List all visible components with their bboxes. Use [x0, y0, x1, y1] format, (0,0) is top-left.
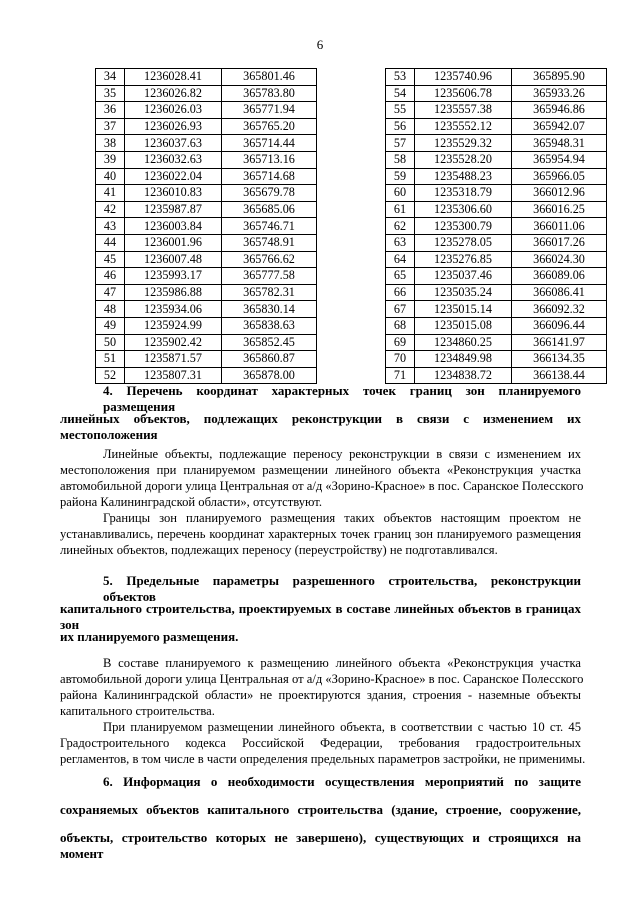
y-coordinate-cell: 365713.16 [222, 151, 317, 168]
table-row [96, 151, 317, 168]
table-row [386, 251, 607, 268]
text-line: капитального строительства. [60, 704, 215, 718]
y-coordinate-cell: 365679.78 [222, 185, 317, 202]
table-row [96, 201, 317, 218]
y-coordinate-cell: 365852.45 [222, 334, 317, 351]
x-coordinate-cell: 1235934.06 [125, 301, 222, 318]
y-coordinate-cell: 365946.86 [512, 102, 607, 119]
text-line: района Калининградской области», отсутствуют. [60, 495, 323, 509]
x-coordinate-cell: 1235871.57 [125, 351, 222, 368]
x-coordinate-cell: 1236026.93 [125, 118, 222, 135]
y-coordinate-cell: 365860.87 [222, 351, 317, 368]
x-coordinate-cell: 1235902.42 [125, 334, 222, 351]
text-line: автомобильной дороги улица Центральная от а/д «Зорино-Красное» в пос. Саранское Полесского [60, 672, 584, 686]
point-number-cell: 45 [96, 251, 125, 268]
x-coordinate-cell: 1235278.05 [415, 234, 512, 251]
point-number-cell: 65 [386, 268, 415, 285]
heading-line: капитального строительства, проектируемых в составе линейных объектов в границах зон [60, 601, 581, 632]
y-coordinate-cell: 365685.06 [222, 201, 317, 218]
heading-line: объекты, строительство которых не завершено), существующих и строящихся на момент [60, 830, 581, 861]
x-coordinate-cell: 1235606.78 [415, 85, 512, 102]
y-coordinate-cell: 366092.32 [512, 301, 607, 318]
text-line: регламентов, в том числе в части определения предельных параметров застройки, не применимы. [60, 752, 586, 766]
table-row [96, 118, 317, 135]
point-number-cell: 34 [96, 69, 125, 86]
table-row [96, 234, 317, 251]
heading-line: 6. Информация о необходимости осуществления мероприятий по защите [103, 774, 581, 789]
point-number-cell: 37 [96, 118, 125, 135]
heading-line: сохраняемых объектов капитального строительства (здание, строение, сооружение, [60, 802, 581, 817]
x-coordinate-cell: 1236010.83 [125, 185, 222, 202]
y-coordinate-cell: 365942.07 [512, 118, 607, 135]
table-row [96, 284, 317, 301]
table-row [386, 234, 607, 251]
y-coordinate-cell: 366141.97 [512, 334, 607, 351]
point-number-cell: 69 [386, 334, 415, 351]
y-coordinate-cell: 366089.06 [512, 268, 607, 285]
x-coordinate-cell: 1236037.63 [125, 135, 222, 152]
x-coordinate-cell: 1236001.96 [125, 234, 222, 251]
section-4-paragraph-1 [60, 446, 584, 510]
y-coordinate-cell: 365801.46 [222, 69, 317, 86]
y-coordinate-cell: 365933.26 [512, 85, 607, 102]
point-number-cell: 70 [386, 351, 415, 368]
y-coordinate-cell: 365714.44 [222, 135, 317, 152]
y-coordinate-cell: 365765.20 [222, 118, 317, 135]
x-coordinate-cell: 1235529.32 [415, 135, 512, 152]
point-number-cell: 52 [96, 367, 125, 384]
x-coordinate-cell: 1235037.46 [415, 268, 512, 285]
x-coordinate-cell: 1235276.85 [415, 251, 512, 268]
table-row [386, 135, 607, 152]
point-number-cell: 71 [386, 367, 415, 384]
x-coordinate-cell: 1235740.96 [415, 69, 512, 86]
point-number-cell: 66 [386, 284, 415, 301]
heading-line: 4. Перечень координат характерных точек границ зон планируемого размещения [103, 383, 581, 414]
table-row [96, 351, 317, 368]
y-coordinate-cell: 366086.41 [512, 284, 607, 301]
point-number-cell: 56 [386, 118, 415, 135]
table-row [96, 185, 317, 202]
point-number-cell: 54 [386, 85, 415, 102]
x-coordinate-cell: 1234849.98 [415, 351, 512, 368]
point-number-cell: 60 [386, 185, 415, 202]
table-row [386, 351, 607, 368]
text-line: местоположения при планируемом размещении линейного объекта «Реконструкция участка [60, 463, 581, 477]
table-row [96, 367, 317, 384]
x-coordinate-cell: 1236003.84 [125, 218, 222, 235]
x-coordinate-cell: 1235300.79 [415, 218, 512, 235]
point-number-cell: 35 [96, 85, 125, 102]
table-row [386, 317, 607, 334]
text-line: Градостроительного кодекса Российской Федерации, требования градостроительных [60, 736, 581, 750]
y-coordinate-cell: 366016.25 [512, 201, 607, 218]
y-coordinate-cell: 366024.30 [512, 251, 607, 268]
x-coordinate-cell: 1236026.03 [125, 102, 222, 119]
table-row [386, 69, 607, 86]
section-5-paragraph-1 [60, 655, 584, 719]
y-coordinate-cell: 365748.91 [222, 234, 317, 251]
section-5-paragraph-2 [60, 719, 586, 767]
table-row [96, 334, 317, 351]
point-number-cell: 63 [386, 234, 415, 251]
point-number-cell: 64 [386, 251, 415, 268]
text-line: Границы зон планируемого размещения таких объектов настоящим проектом не [103, 511, 581, 525]
point-number-cell: 58 [386, 151, 415, 168]
text-line: Линейные объекты, подлежащие переносу реконструкции в связи с изменением их [103, 447, 581, 461]
table-row [386, 168, 607, 185]
x-coordinate-cell: 1235986.88 [125, 284, 222, 301]
y-coordinate-cell: 366134.35 [512, 351, 607, 368]
point-number-cell: 49 [96, 317, 125, 334]
section-5-heading [60, 573, 581, 657]
section-4-heading [60, 383, 581, 442]
point-number-cell: 36 [96, 102, 125, 119]
table-row [386, 151, 607, 168]
table-row [386, 301, 607, 318]
y-coordinate-cell: 365830.14 [222, 301, 317, 318]
heading-line: 5. Предельные параметры разрешенного строительства, реконструкции объектов [103, 573, 581, 604]
y-coordinate-cell: 366138.44 [512, 367, 607, 384]
table-row [96, 317, 317, 334]
table-row [386, 334, 607, 351]
point-number-cell: 53 [386, 69, 415, 86]
x-coordinate-cell: 1236026.82 [125, 85, 222, 102]
y-coordinate-cell: 365782.31 [222, 284, 317, 301]
point-number-cell: 55 [386, 102, 415, 119]
point-number-cell: 50 [96, 334, 125, 351]
heading-line: их планируемого размещения. [60, 629, 239, 644]
y-coordinate-cell: 365895.90 [512, 69, 607, 86]
y-coordinate-cell: 365954.94 [512, 151, 607, 168]
x-coordinate-cell: 1235807.31 [125, 367, 222, 384]
x-coordinate-cell: 1234838.72 [415, 367, 512, 384]
x-coordinate-cell: 1235993.17 [125, 268, 222, 285]
section-6-heading [60, 774, 581, 861]
table-row [96, 102, 317, 119]
table-row [386, 85, 607, 102]
y-coordinate-cell: 365746.71 [222, 218, 317, 235]
table-row [386, 284, 607, 301]
table-row [386, 118, 607, 135]
y-coordinate-cell: 366012.96 [512, 185, 607, 202]
point-number-cell: 48 [96, 301, 125, 318]
x-coordinate-cell: 1235306.60 [415, 201, 512, 218]
y-coordinate-cell: 365777.58 [222, 268, 317, 285]
text-line: линейных объектов, подлежащих переносу (переустройству) не подготавливался. [60, 543, 498, 557]
y-coordinate-cell: 365878.00 [222, 367, 317, 384]
y-coordinate-cell: 365766.62 [222, 251, 317, 268]
x-coordinate-cell: 1235015.08 [415, 317, 512, 334]
table-row [386, 218, 607, 235]
y-coordinate-cell: 365783.80 [222, 85, 317, 102]
table-row [96, 135, 317, 152]
x-coordinate-cell: 1236032.63 [125, 151, 222, 168]
point-number-cell: 47 [96, 284, 125, 301]
x-coordinate-cell: 1235015.14 [415, 301, 512, 318]
y-coordinate-cell: 366011.06 [512, 218, 607, 235]
table-row [96, 218, 317, 235]
page-number: 6 [316, 37, 324, 52]
y-coordinate-cell: 365948.31 [512, 135, 607, 152]
x-coordinate-cell: 1235318.79 [415, 185, 512, 202]
point-number-cell: 38 [96, 135, 125, 152]
coordinates-table-left [95, 68, 317, 384]
x-coordinate-cell: 1235488.23 [415, 168, 512, 185]
x-coordinate-cell: 1235924.99 [125, 317, 222, 334]
point-number-cell: 67 [386, 301, 415, 318]
table-row [96, 69, 317, 86]
text-line: автомобильной дороги улица Центральная от а/д «Зорино-Красное» в пос. Саранское Полесского [60, 479, 584, 493]
y-coordinate-cell: 365714.68 [222, 168, 317, 185]
x-coordinate-cell: 1235557.38 [415, 102, 512, 119]
table-row [386, 102, 607, 119]
point-number-cell: 51 [96, 351, 125, 368]
point-number-cell: 61 [386, 201, 415, 218]
x-coordinate-cell: 1235552.12 [415, 118, 512, 135]
text-line: При планируемом размещении линейного объекта, в соответствии с частью 10 ст. 45 [103, 720, 581, 734]
point-number-cell: 43 [96, 218, 125, 235]
point-number-cell: 62 [386, 218, 415, 235]
y-coordinate-cell: 365771.94 [222, 102, 317, 119]
y-coordinate-cell: 365838.63 [222, 317, 317, 334]
table-row [96, 85, 317, 102]
x-coordinate-cell: 1236007.48 [125, 251, 222, 268]
point-number-cell: 59 [386, 168, 415, 185]
table-row [386, 201, 607, 218]
table-row [96, 251, 317, 268]
point-number-cell: 42 [96, 201, 125, 218]
section-4-paragraph-2 [60, 510, 581, 558]
table-row [96, 268, 317, 285]
point-number-cell: 46 [96, 268, 125, 285]
x-coordinate-cell: 1236022.04 [125, 168, 222, 185]
x-coordinate-cell: 1235987.87 [125, 201, 222, 218]
text-line: устанавливались, перечень координат характерных точек границ зон планируемого размещения [60, 527, 581, 541]
heading-line: линейных объектов, подлежащих реконструкции в связи с изменением их местоположения [60, 411, 581, 442]
x-coordinate-cell: 1235528.20 [415, 151, 512, 168]
table-row [386, 268, 607, 285]
text-line: В составе планируемого к размещению линейного объекта «Реконструкция участка [103, 656, 581, 670]
point-number-cell: 44 [96, 234, 125, 251]
x-coordinate-cell: 1236028.41 [125, 69, 222, 86]
point-number-cell: 40 [96, 168, 125, 185]
table-row [386, 185, 607, 202]
table-row [96, 301, 317, 318]
y-coordinate-cell: 365966.05 [512, 168, 607, 185]
table-row [96, 168, 317, 185]
y-coordinate-cell: 366096.44 [512, 317, 607, 334]
text-line: района Калининградской области» не проектируются здания, строения - наземные объекты [60, 688, 581, 702]
point-number-cell: 68 [386, 317, 415, 334]
point-number-cell: 41 [96, 185, 125, 202]
table-row [386, 367, 607, 384]
coordinates-table-right [385, 68, 607, 384]
x-coordinate-cell: 1235035.24 [415, 284, 512, 301]
x-coordinate-cell: 1234860.25 [415, 334, 512, 351]
point-number-cell: 57 [386, 135, 415, 152]
y-coordinate-cell: 366017.26 [512, 234, 607, 251]
point-number-cell: 39 [96, 151, 125, 168]
